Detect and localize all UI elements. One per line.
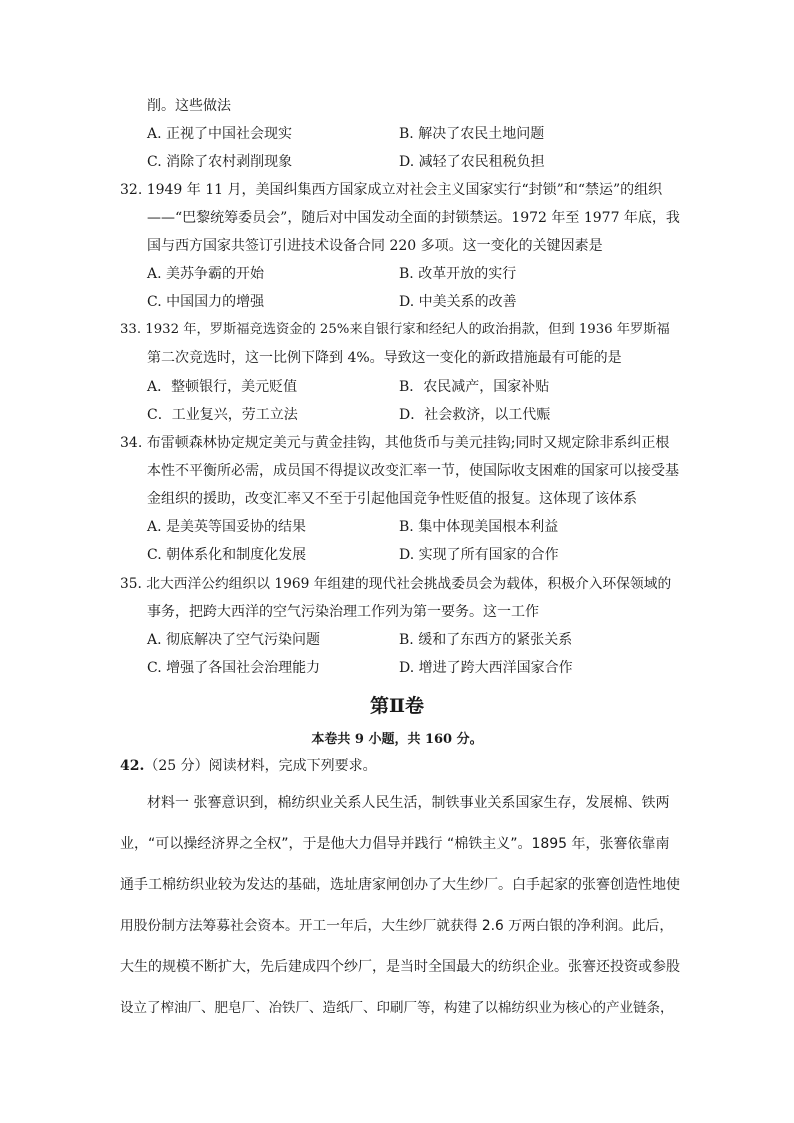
q35-option-b: B. 缓和了东西方的紧张关系: [399, 632, 573, 648]
q33-option-b: B．农民减产，国家补贴: [399, 379, 550, 395]
section-title: 第Ⅱ卷: [369, 695, 424, 717]
q32-option-c: C. 中国国力的增强: [147, 294, 265, 310]
q42-number: 42.: [120, 758, 145, 774]
q33-option-d: D．社会救济，以工代赈: [399, 407, 551, 423]
q34-option-c: C. 朝体系化和制度化发展: [147, 547, 307, 563]
q35-option-c: C. 增强了各国社会治理能力: [147, 660, 321, 676]
q32-stem-line-2: ——“巴黎统筹委员会”，随后对中国发动全面的封锁禁运。1972 年至 1977 年底，我: [147, 210, 680, 226]
q42-material-line-4: 用股份制方法筹募社会资本。开工一年后，大生纱厂就获得 2.6 万两白银的净利润。此后，: [120, 918, 674, 934]
q31-option-c: C. 消除了农村剥削现象: [147, 154, 293, 170]
q34-option-a: A. 是美英等国妥协的结果: [147, 519, 307, 535]
q34-option-d: D. 实现了所有国家的合作: [399, 547, 559, 563]
q33-option-a: A．整顿银行，美元贬值: [147, 379, 298, 395]
q42-material-line-3: 通手工棉纺织业较为发达的基础，选址唐家闸创办了大生纱厂。白手起家的张謇创造性地使: [120, 877, 680, 893]
q31-stem-tail: 削。这些做法: [147, 98, 231, 114]
q32-option-b: B. 改革开放的实行: [399, 266, 517, 282]
q33-option-c: C．工业复兴，劳工立法: [147, 407, 298, 423]
q42-material-line-6: 设立了榨油厂、肥皂厂、冶铁厂、造纸厂、印刷厂等，构建了以棉纺织业为核心的产业链条，: [120, 1000, 674, 1016]
q42-heading: [120, 756, 377, 776]
q31-option-a: A. 正视了中国社会现实: [147, 126, 293, 142]
q32-option-d: D. 中美关系的改善: [399, 294, 517, 310]
q32-stem-line-1: 32. 1949 年 11 月，美国纠集西方国家成立对社会主义国家实行“封锁”和“禁运”的组织: [120, 182, 663, 198]
q31-option-b: B. 解决了农民土地问题: [399, 126, 545, 142]
q35-stem-line-2: 事务，把跨大西洋的空气污染治理工作列为第一要务。这一工作: [147, 604, 539, 620]
q32-option-a: A. 美苏争霸的开始: [147, 266, 265, 282]
q35-stem-line-1: 35. 北大西洋公约组织以 1969 年组建的现代社会挑战委员会为载体，积极介入环保领域的: [120, 576, 672, 592]
q35-option-a: A. 彻底解决了空气污染问题: [147, 632, 321, 648]
q42-material-line-1: 材料一 张謇意识到，棉纺织业关系人民生活，制铁事业关系国家生存，发展棉、铁两: [147, 795, 670, 811]
q42-intro: （25 分）阅读材料，完成下列要求。: [144, 758, 377, 774]
q33-stem-line-1: 33. 1932 年，罗斯福竞选资金的 25%来自银行家和经纪人的政治捐款，但到 1936 年罗斯福: [120, 322, 670, 337]
q35-option-d: D. 增进了跨大西洋国家合作: [399, 660, 573, 676]
q32-stem-line-3: 国与西方国家共签订引进技术设备合同 220 多项。这一变化的关键因素是: [147, 238, 603, 254]
q34-option-b: B. 集中体现美国根本利益: [399, 519, 559, 535]
q34-stem-line-1: 34. 布雷顿森林协定规定美元与黄金挂钩，其他货币与美元挂钩;同时又规定除非系纠正根: [120, 435, 670, 451]
q31-option-d: D. 减轻了农民租税负担: [399, 154, 545, 170]
q34-stem-line-3: 金组织的援助，改变汇率又不至于引起他国竞争性贬值的报复。这体现了该体系: [147, 491, 637, 507]
section-subtitle: 本卷共 9 小题，共 160 分。: [311, 732, 483, 747]
q34-stem-line-2: 本性不平衡所必需，成员国不得提议改变汇率一节，使国际收支困难的国家可以接受基: [147, 463, 679, 479]
q33-stem-line-2: 第二次竞选时，这一比例下降到 4%。导致这一变化的新政措施最有可能的是: [147, 350, 622, 366]
q42-material-line-2: 业，“可以操经济界之全权”，于是他大力倡导并践行 “棉铁主义”。1895 年，张謇依靠南: [120, 836, 670, 852]
q42-material-line-5: 大生的规模不断扩大，先后建成四个纱厂，是当时全国最大的纺织企业。张謇还投资或参股: [120, 959, 680, 975]
